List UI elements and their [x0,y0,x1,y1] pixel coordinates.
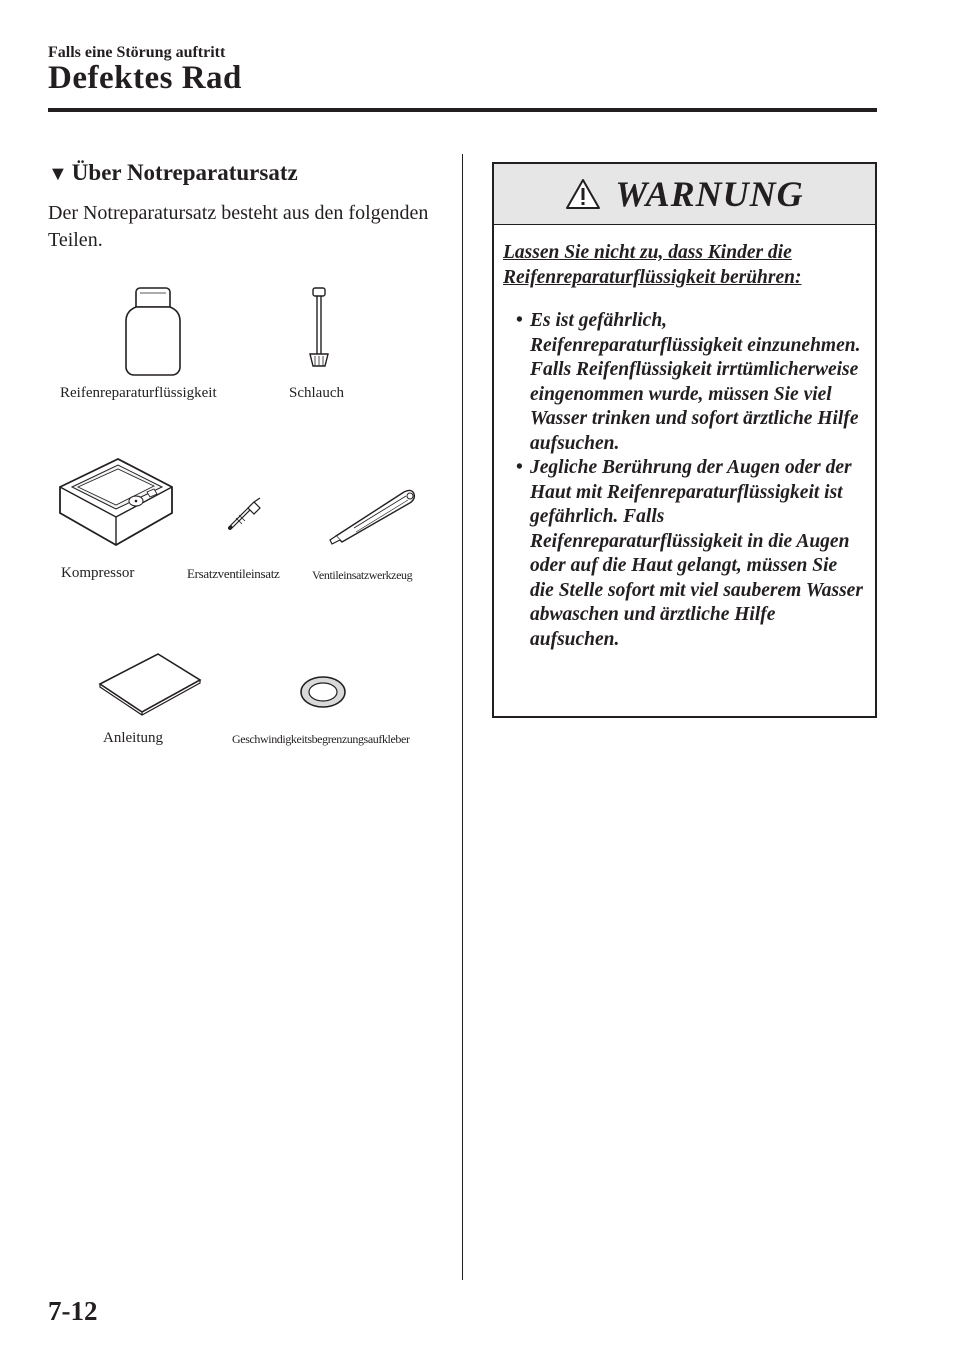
warning-item [503,456,863,652]
section-heading [48,160,298,186]
valve-core-caption: Ersatzventileinsatz [187,566,280,581]
warning-triangle-icon [565,178,601,210]
warning-item-text: Es ist gefährlich, Reifenreparaturflüssigkeit einzunehmen. Falls Reifenflüssigkeit irrtümlicherweise eingenommen wurde, müssen Sie viel Wasser trinken und sofort ärztliche Hilfe aufsuchen. [530,310,861,454]
hose-caption: Schlauch [289,385,344,401]
valve-core-illustration [224,496,268,532]
compressor-caption: Kompressor [61,565,135,581]
warning-item-text: Jegliche Berührung der Augen oder der Haut mit Reifenreparaturflüssigkeit ist gefährlich. Falls Reifenreparaturflüssigkeit in die Augen oder auf die Haut gelangt, müssen Sie die Stelle sofort mit viel sauberem Wasser abwaschen und ärztliche Hilfe aufsuchen. [530,457,863,650]
sealant-caption: Reifenreparaturflüssigkeit [60,385,217,401]
speed-sticker-caption: Geschwindigkeitsbegrenzungsaufkleber [232,732,410,746]
compressor-illustration [56,455,176,553]
sealant-bottle-illustration [118,285,188,377]
valve-tool-illustration [326,478,418,546]
section-intro: Der Notreparatursatz besteht aus den folgenden Teilen. [48,202,429,251]
down-triangle-icon: ▼ [48,163,68,185]
manual-illustration [96,650,204,716]
speed-sticker-illustration [298,674,348,710]
bullet-icon: • [516,457,523,478]
section-heading-text: Über Notreparatursatz [71,160,298,185]
page-number: 7-12 [48,1296,98,1326]
chapter-label: Falls eine Störung auftritt [48,44,226,61]
warning-header [494,164,875,225]
warning-list [503,309,863,652]
bullet-icon: • [516,310,523,331]
manual-caption: Anleitung [103,730,163,746]
warning-item [503,309,863,456]
warning-box [492,162,877,718]
header-rule [48,108,877,112]
warning-title: WARNUNG [615,174,804,214]
page-title: Defektes Rad [48,60,242,96]
valve-tool-caption: Ventileinsatzwerkzeug [312,568,413,582]
warning-lead: Lassen Sie nicht zu, dass Kinder die Reifenreparaturflüssigkeit berühren: [503,242,802,288]
hose-illustration [306,286,332,376]
warning-body [494,225,875,652]
column-divider [462,154,463,1280]
